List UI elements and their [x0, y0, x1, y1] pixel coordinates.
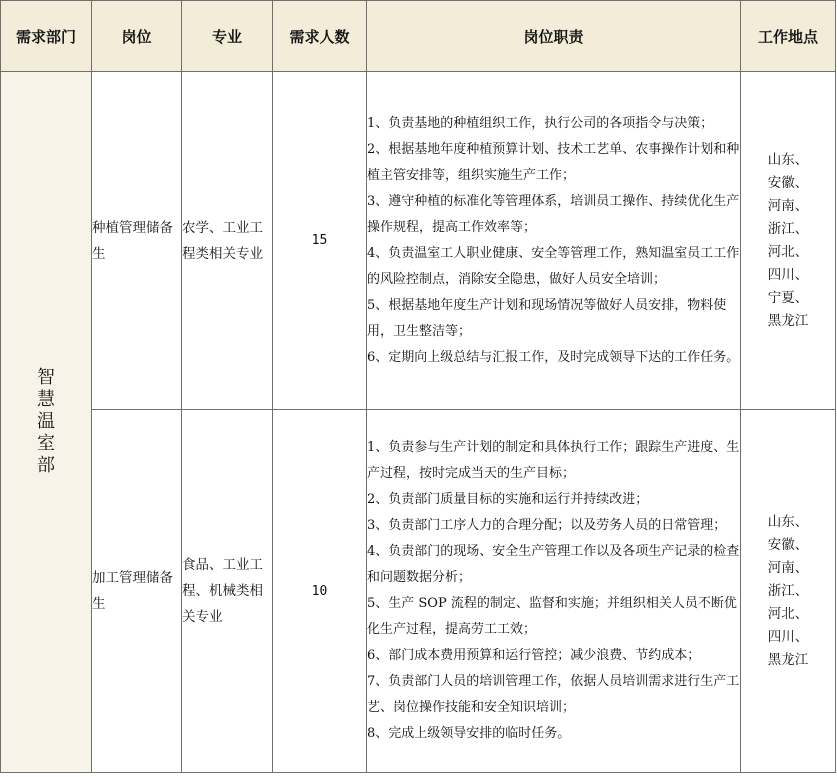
location-cell — [741, 72, 836, 410]
duty-item: 8、完成上级领导安排的临时任务。 — [367, 726, 571, 741]
position-cell: 加工管理储备生 — [92, 410, 182, 773]
location-item: 河北、 — [767, 605, 809, 622]
duty-item: 3、负责部门工序人力的合理分配；以及劳务人员的日常管理； — [367, 518, 727, 533]
department-name: 智慧温室部 — [37, 367, 55, 476]
location-item: 河南、 — [767, 197, 809, 214]
location-item: 安徽、 — [767, 536, 809, 553]
duty-item: 5、根据基地年度生产计划和现场情况等做好人员安排，物料使用，卫生整洁等； — [367, 297, 727, 339]
duty-item: 1、负责参与生产计划的制定和具体执行工作；跟踪生产进度、生产过程，按时完成当天的生产目标； — [367, 440, 740, 481]
location-item: 河南、 — [767, 559, 809, 576]
location-item: 宁夏、 — [767, 289, 809, 306]
location-item: 安徽、 — [767, 174, 809, 191]
duty-item: 6、定期向上级总结与汇报工作，及时完成领导下达的工作任务。 — [367, 349, 740, 365]
duty-item: 5、生产 SOP 流程的制定、监督和实施；并组织相关人员不断优化生产过程，提高劳工工效； — [367, 596, 737, 637]
count-cell: 15 — [273, 72, 367, 410]
location-item: 山东、 — [767, 151, 809, 168]
location-item: 山东、 — [767, 513, 809, 530]
location-item: 四川、 — [767, 628, 809, 645]
header-duties: 岗位职责 — [367, 1, 741, 72]
header-count: 需求人数 — [273, 1, 367, 72]
position-cell: 种植管理储备生 — [92, 72, 182, 410]
table-row — [1, 72, 836, 410]
header-location: 工作地点 — [741, 1, 836, 72]
duty-item: 2、负责部门质量目标的实施和运行并持续改进； — [367, 492, 649, 507]
duty-item: 2、根据基地年度种植预算计划、技术工艺单、农事操作计划和种植主管安排等，组织实施生产工作； — [367, 141, 740, 183]
header-major: 专业 — [182, 1, 273, 72]
header-position: 岗位 — [92, 1, 182, 72]
location-item: 河北、 — [767, 243, 809, 260]
location-item: 浙江、 — [767, 220, 809, 237]
location-cell — [741, 410, 836, 773]
duty-item: 4、负责温室工人职业健康、安全等管理工作，熟知温室员工工作的风险控制点，消除安全隐患，做好人员安全培训； — [367, 245, 740, 287]
location-item: 浙江、 — [767, 582, 809, 599]
header-dept: 需求部门 — [1, 1, 92, 72]
table-header-row — [1, 1, 836, 72]
count-cell: 10 — [273, 410, 367, 773]
duty-item: 3、遵守种植的标准化等管理体系，培训员工操作、持续优化生产操作规程，提高工作效率等； — [367, 193, 740, 235]
duties-cell — [367, 410, 741, 773]
duty-item: 1、负责基地的种植组织工作，执行公司的各项指令与决策； — [367, 115, 714, 131]
table-row — [1, 410, 836, 773]
location-item: 黑龙江 — [767, 651, 809, 668]
duty-item: 4、负责部门的现场、安全生产管理工作以及各项生产记录的检查和问题数据分析； — [367, 544, 740, 585]
location-item: 黑龙江 — [767, 312, 809, 329]
location-item: 四川、 — [767, 266, 809, 283]
department-cell — [1, 72, 92, 773]
duties-cell — [367, 72, 741, 410]
major-cell: 食品、工业工程、机械类相关专业 — [182, 410, 273, 773]
duty-item: 6、部门成本费用预算和运行管控；减少浪费、节约成本； — [367, 648, 701, 663]
major-cell: 农学、工业工程类相关专业 — [182, 72, 273, 410]
duty-item: 7、负责部门人员的培训管理工作，依据人员培训需求进行生产工艺、岗位操作技能和安全知识培训； — [367, 674, 740, 715]
